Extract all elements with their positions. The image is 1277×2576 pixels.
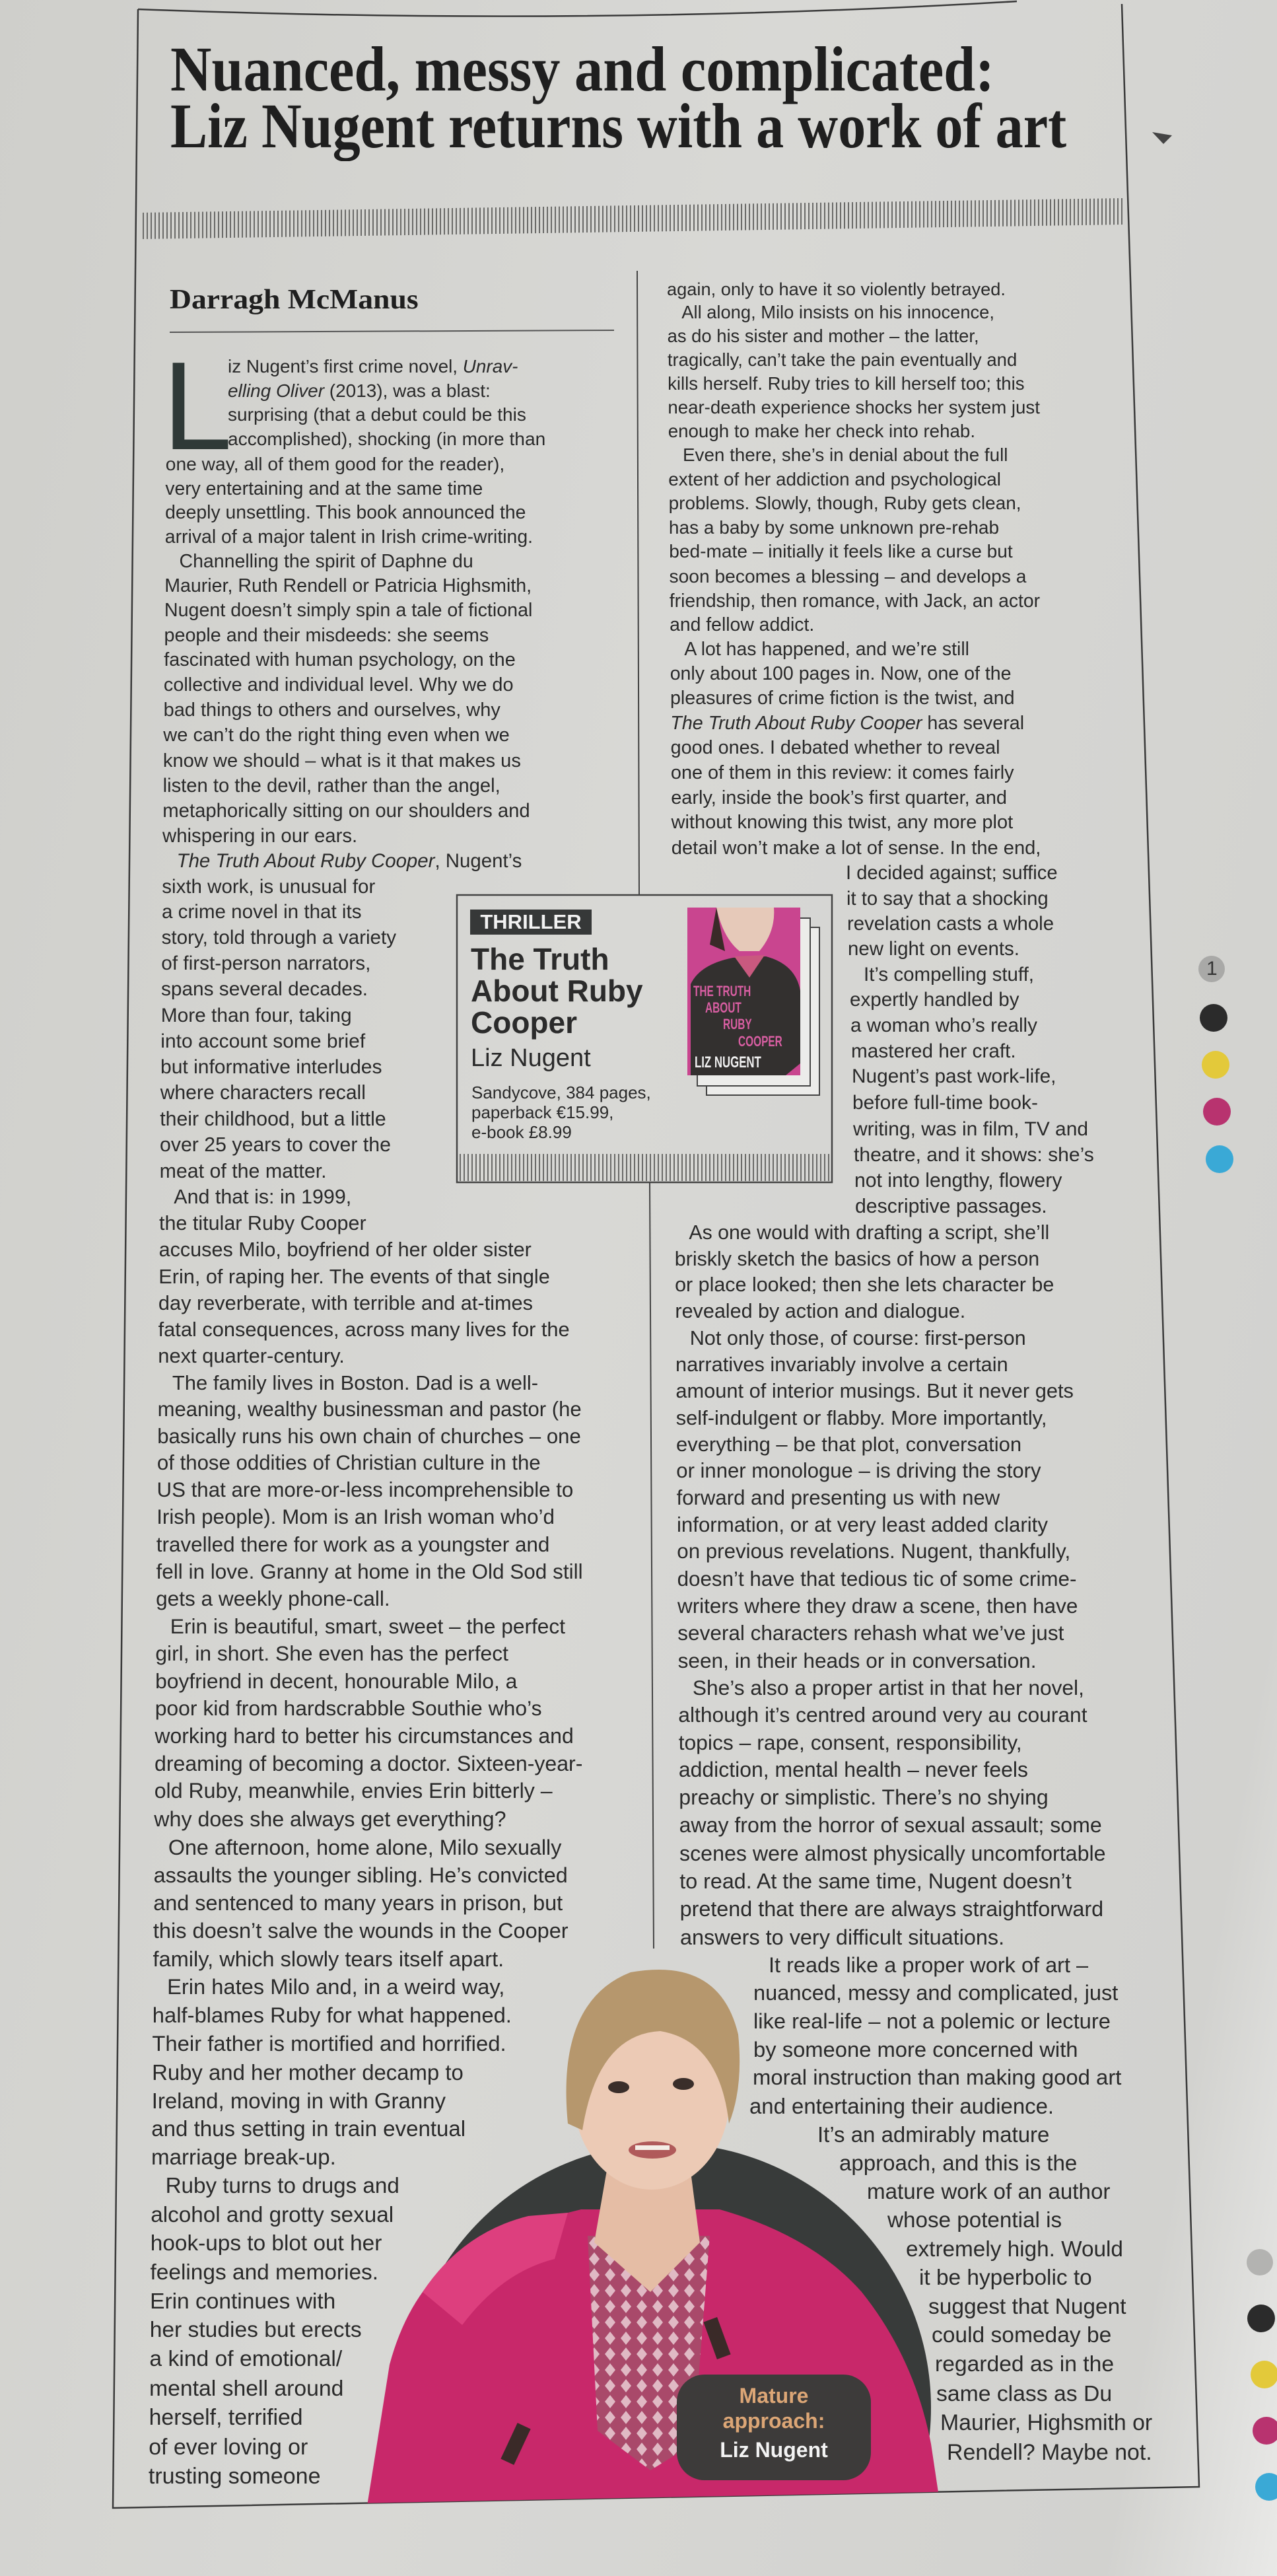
cover-title-line: RUBY — [723, 1016, 752, 1032]
right-column-text-line: by someone more concerned with — [753, 2036, 1078, 2061]
right-column-text-line: A lot has happened, and we’re still — [684, 638, 969, 660]
left-column-text-line: a crime novel in that its — [162, 901, 362, 923]
left-column-text-line: deeply unsettling. This book announced the — [165, 501, 526, 523]
right-column-text-line: topics – rape, consent, responsibility, — [678, 1730, 1022, 1754]
left-column-text-line: US that are more-or-less incomprehensible to — [156, 1478, 574, 1502]
left-column-text-line: spans several decades. — [161, 978, 368, 1000]
right-column-text-line: it to say that a shocking — [846, 888, 1049, 910]
page-number-label: 1 — [1206, 958, 1218, 980]
cover-title-line: COOPER — [738, 1033, 782, 1050]
left-column-text-line: Nugent doesn’t simply spin a tale of fictional — [164, 600, 533, 622]
right-column-text-line: information, or at very least added clarity — [677, 1513, 1048, 1536]
right-column-text-line: a woman who’s really — [850, 1014, 1037, 1036]
right-column-text-line: not into lengthy, flowery — [854, 1170, 1062, 1192]
left-column-text-line: marriage break-up. — [151, 2145, 336, 2170]
right-column-text-line: suggest that Nugent — [928, 2294, 1126, 2319]
right-column-text-line: problems. Slowly, though, Ruby gets clean, — [668, 493, 1021, 513]
right-column-text-line: revelation casts a whole — [847, 912, 1054, 935]
left-column-text-line: a kind of emotional/ — [149, 2347, 343, 2372]
left-column-text-line: people and their misdeeds: she seems — [164, 624, 489, 646]
text-segment: , Nugent’s — [434, 850, 522, 873]
left-column-text-line: Maurier, Ruth Rendell or Patricia Highsmith, — [164, 575, 532, 596]
headline-line-1: Nuanced, messy and complicated: — [170, 34, 994, 104]
photo-caption-name: Liz Nugent — [720, 2438, 828, 2462]
registration-dot-cyan — [1255, 2473, 1277, 2501]
right-column-text-line: scenes were almost physically uncomfortable — [679, 1842, 1106, 1865]
registration-dot-magenta — [1203, 1098, 1231, 1126]
left-column-text-line: Ruby and her mother decamp to — [152, 2059, 464, 2085]
left-column-text-line: into account some brief — [160, 1030, 366, 1052]
right-column-text-line: tragically, can’t take the pain eventually and — [667, 349, 1018, 370]
left-column-text-line — [228, 379, 491, 404]
left-column-text-line: trusting someone — [148, 2463, 321, 2489]
left-column-text-line: Ireland, moving in with Granny — [151, 2088, 446, 2113]
right-column-text-line: revealed by action and dialogue. — [675, 1300, 966, 1323]
left-column-text-line: of ever loving or — [149, 2434, 308, 2460]
left-column-text-line: Erin is beautiful, smart, sweet – the perfect — [170, 1614, 566, 1638]
print-registration-marks — [1152, 132, 1277, 2501]
book-details-line: e-book £8.99 — [471, 1122, 572, 1142]
right-column-text-line: regarded as in the — [935, 2352, 1115, 2377]
cover-title-line: THE TRUTH — [693, 983, 751, 999]
right-column-text-line: self-indulgent or flabby. More importantly, — [675, 1406, 1047, 1429]
left-column-text-line: and thus setting in train eventual — [151, 2116, 466, 2141]
left-column-text-line: dreaming of becoming a doctor. Sixteen-year- — [155, 1751, 583, 1775]
right-column-text-line: answers to very difficult situations. — [680, 1925, 1005, 1949]
byline-rule — [170, 330, 614, 332]
right-column-text-line: and entertaining their audience. — [749, 2094, 1054, 2119]
right-column-text-line: All along, Milo insists on his innocence, — [681, 302, 994, 323]
drop-cap: L — [162, 336, 232, 476]
left-column-text-line: accomplished), shocking (in more than — [228, 429, 546, 449]
right-column-text-line: away from the horror of sexual assault; some — [679, 1813, 1102, 1837]
right-column-text-line: approach, and this is the — [839, 2151, 1078, 2176]
right-column-text-line: doesn’t have that tedious tic of some crime- — [677, 1567, 1077, 1591]
left-column-text-line: fatal consequences, across many lives for the — [158, 1318, 570, 1342]
cover-author: LIZ NUGENT — [695, 1054, 761, 1071]
right-column-text-line: addiction, mental health – never feels — [678, 1758, 1028, 1782]
right-column-text-line: one of them in this review: it comes fairly — [670, 762, 1014, 783]
text-segment: (2013), was a blast: — [324, 380, 491, 401]
left-column-text-line: More than four, taking — [160, 1004, 352, 1026]
headline-hatch-rule — [140, 198, 1122, 239]
right-column-text-line: only about 100 pages in. Now, one of the — [670, 663, 1012, 684]
registration-dot-yellow — [1202, 1051, 1229, 1079]
left-column-text-line: And that is: in 1999, — [174, 1186, 352, 1209]
right-column-text-line: mature work of an author — [867, 2179, 1111, 2204]
left-column-text-line: old Ruby, meanwhile, envies Erin bitterly – — [154, 1779, 553, 1803]
book-author: Liz Nugent — [471, 1044, 591, 1072]
italic-title: elling Oliver — [228, 380, 325, 401]
left-column-text-line: hook-ups to blot out her — [150, 2231, 382, 2256]
genre-tag: THRILLER — [470, 910, 592, 935]
right-column-text-line: extremely high. Would — [906, 2236, 1123, 2262]
right-column-text-line: or inner monologue – is driving the story — [676, 1459, 1041, 1483]
right-column-text-line: could someday be — [932, 2323, 1112, 2348]
left-column-text-line: travelled there for work as a youngster and — [156, 1533, 550, 1557]
left-column-text-line: and sentenced to many years in prison, but — [153, 1891, 563, 1915]
left-column-text-line: girl, in short. She even has the perfect — [155, 1641, 508, 1665]
right-column-text-line: has a baby by some unknown pre-rehab — [668, 517, 1000, 538]
italic-title: The Truth About Ruby Cooper — [670, 712, 922, 734]
text-segment: has several — [922, 712, 1025, 734]
right-column-text-line: and fellow addict. — [670, 614, 815, 635]
registration-dot-yellow — [1251, 2361, 1277, 2388]
italic-title: Unrav- — [462, 356, 518, 377]
book-title-line: About Ruby — [471, 974, 643, 1008]
right-column-text-line: seen, in their heads or in conversation. — [677, 1648, 1037, 1672]
right-column-text-line: forward and presenting us with new — [676, 1485, 1000, 1509]
photo-caption-line: Mature — [739, 2384, 809, 2408]
right-column-text-line: detail won’t make a lot of sense. In the end, — [671, 838, 1041, 859]
right-column-text-line: As one would with drafting a script, she’ll — [689, 1221, 1050, 1244]
right-column-text-line: narratives invariably involve a certain — [675, 1353, 1008, 1376]
left-column-text-line: poor kid from hardscrabble Southie who’s — [155, 1696, 542, 1721]
italic-title: The Truth About Ruby Cooper — [176, 850, 435, 873]
left-column-text-line: assaults the younger sibling. He’s convicted — [153, 1863, 568, 1887]
left-column-text-line: where characters recall — [160, 1082, 366, 1104]
left-column-text-line: listen to the devil, rather than the angel, — [162, 775, 500, 797]
right-column-text-line: It reads like a proper work of art – — [769, 1952, 1089, 1977]
review-box-hatch — [458, 1154, 831, 1181]
right-column-text-line: Even there, she’s in denial about the full — [683, 445, 1008, 466]
right-column-text-line: theatre, and it shows: she’s — [854, 1143, 1094, 1166]
right-column-text-line: moral instruction than making good art — [753, 2065, 1122, 2090]
left-column-text-line: meat of the matter. — [159, 1160, 327, 1182]
registration-dot-cyan — [1206, 1145, 1233, 1173]
left-column-text-line: surprising (that a debut could be this — [228, 404, 526, 425]
left-column-text-line: day reverberate, with terrible and at-times — [158, 1291, 534, 1314]
left-column-text-line: herself, terrified — [149, 2405, 303, 2431]
right-column-text-line: pretend that there are always straightforward — [679, 1897, 1104, 1921]
left-column-text-line: fell in love. Granny at home in the Old Sod still — [156, 1559, 583, 1584]
right-column-text-line: near-death experience shocks her system just — [668, 396, 1040, 417]
left-column-text-line: mental shell around — [149, 2376, 344, 2402]
left-column-text-line: family, which slowly tears itself apart. — [153, 1946, 504, 1971]
book-details-line: paperback €15.99, — [471, 1102, 614, 1122]
right-column-text-line: Nugent’s past work-life, — [852, 1065, 1056, 1088]
photo-caption-line: approach: — [722, 2409, 825, 2433]
left-column-text-line: Erin, of raping her. The events of that single — [158, 1265, 550, 1288]
left-column-text-line: this doesn’t salve the wounds in the Cooper — [153, 1919, 569, 1943]
right-column-text-line: or place looked; then she lets character be — [675, 1273, 1054, 1297]
left-column-text-line: metaphorically sitting on our shoulders and — [162, 800, 530, 822]
right-column-text-line: as do his sister and mother – the latter, — [667, 326, 979, 347]
left-column-text-line: half-blames Ruby for what happened. — [152, 2003, 512, 2028]
left-column-text-line: over 25 years to cover the — [160, 1134, 391, 1156]
left-column-text-line: whispering in our ears. — [162, 825, 358, 847]
left-column-text-line: one way, all of them good for the reader), — [165, 452, 505, 474]
left-column-text-line: very entertaining and at the same time — [165, 477, 483, 499]
left-column-text-line: story, told through a variety — [161, 927, 397, 948]
right-column-text-line: enough to make her check into rehab. — [668, 421, 976, 441]
registration-dot-grey — [1247, 2249, 1273, 2275]
left-column-text-line: accuses Milo, boyfriend of her older sister — [158, 1238, 532, 1261]
book-title-line: Cooper — [471, 1005, 577, 1040]
right-column-text-line: friendship, then romance, with Jack, an actor — [669, 589, 1040, 611]
left-column-text-line: gets a weekly phone-call. — [156, 1587, 390, 1611]
left-column-text-line: Their father is mortified and horrified. — [152, 2030, 506, 2056]
right-column-text-line: soon becomes a blessing – and develops a — [669, 565, 1027, 587]
left-column-text-line: basically runs his own chain of churches – one — [157, 1424, 581, 1448]
left-column-text-line: Erin hates Milo and, in a weird way, — [167, 1974, 505, 1999]
right-column-text-line: new light on events. — [848, 938, 1019, 960]
right-column-text-line: descriptive passages. — [855, 1196, 1047, 1218]
left-column-text-line: meaning, wealthy businessman and pastor (he — [157, 1398, 582, 1421]
right-column-text-line: She’s also a proper artist in that her novel, — [692, 1675, 1084, 1699]
left-column-text-line: but informative interludes — [160, 1055, 382, 1078]
right-column-text-line: extent of her addiction and psychological — [668, 468, 1001, 489]
left-column-text-line: next quarter-century. — [158, 1344, 345, 1368]
right-column-text-line: Rendell? Maybe not. — [947, 2439, 1152, 2465]
registration-dot-magenta — [1253, 2417, 1277, 2445]
right-column-text-line: without knowing this twist, any more plot — [671, 812, 1014, 834]
left-column-text-line: alcohol and grotty sexual — [151, 2202, 394, 2227]
right-column-text-line: on previous revelations. Nugent, thankfully, — [677, 1540, 1071, 1563]
text-segment: iz Nugent’s first crime novel, — [228, 356, 463, 377]
headline-line-2: Liz Nugent returns with a work of art — [170, 90, 1067, 161]
right-column-text-line: I decided against; suffice — [846, 863, 1058, 884]
left-column-text-line: Channelling the spirit of Daphne du — [179, 550, 473, 572]
left-column-text-line: fascinated with human psychology, on the — [164, 649, 516, 671]
right-column-text-line: writing, was in film, TV and — [853, 1118, 1089, 1140]
column-rule-bottom — [650, 1182, 654, 1949]
right-column-text-line: same class as Du — [936, 2381, 1113, 2407]
right-column-text-line: Not only those, of course: first-person — [689, 1327, 1026, 1349]
left-column-text-line: boyfriend in decent, honourable Milo, a — [155, 1668, 518, 1693]
left-column-text-line: working hard to better his circumstances and — [155, 1723, 574, 1748]
right-column-text-line — [670, 711, 1024, 736]
left-column-text-line: collective and individual level. Why we do — [163, 674, 514, 696]
right-column-text-line: mastered her craft. — [851, 1040, 1016, 1062]
right-column-text-line: writers where they draw a scene, then have — [677, 1594, 1078, 1618]
left-column-text-line: her studies but erects — [149, 2318, 362, 2343]
left-column-text-line: Ruby turns to drugs and — [165, 2174, 399, 2199]
right-column-text-line: before full-time book- — [852, 1092, 1038, 1114]
right-column-text-line: to read. At the same time, Nugent doesn’t — [679, 1869, 1072, 1893]
left-column-text-line: Irish people). Mom is an Irish woman who’d — [156, 1505, 555, 1529]
right-column-text-line: pleasures of crime fiction is the twist, and — [670, 688, 1015, 709]
right-column-text-line: it be hyperbolic to — [919, 2266, 1092, 2290]
right-column-text-line: good ones. I debated whether to reveal — [670, 737, 1000, 759]
left-column-text-line — [228, 355, 518, 378]
right-column-text-line: It’s an admirably mature — [817, 2122, 1050, 2147]
left-column-text-line: arrival of a major talent in Irish crime-writing. — [164, 526, 534, 548]
right-column-text-line: several characters rehash what we’ve just — [677, 1621, 1064, 1645]
left-column-text-line: Erin continues with — [150, 2289, 336, 2314]
left-column-text-line: sixth work, is unusual for — [162, 875, 376, 898]
right-column-text-line: whose potential is — [887, 2208, 1062, 2233]
column-rule-top — [637, 271, 639, 895]
left-column-text-line: bad things to others and ourselves, why — [163, 699, 500, 721]
right-column-text-line: bed-mate – initially it feels like a curse but — [669, 541, 1013, 562]
right-column-text-line: again, only to have it so violently betrayed. — [667, 278, 1006, 299]
eye — [608, 2081, 629, 2093]
left-column-text-line: The family lives in Boston. Dad is a well- — [172, 1371, 539, 1394]
left-column-text-line: the titular Ruby Cooper — [159, 1212, 366, 1234]
left-column-text-line: feelings and memories. — [150, 2260, 379, 2285]
right-column-text-line: expertly handled by — [850, 989, 1019, 1011]
left-column-text-line: One afternoon, home alone, Milo sexually — [168, 1835, 562, 1859]
left-column-text-line: of those oddities of Christian culture in the — [156, 1451, 541, 1475]
left-column-text-line: we can’t do the right thing even when we — [163, 724, 510, 746]
book-title-line: The Truth — [471, 942, 609, 976]
left-column-text-line: their childhood, but a little — [160, 1108, 386, 1130]
eye — [673, 2078, 694, 2090]
right-column-text-line: kills herself. Ruby tries to kill herself too; this — [668, 373, 1025, 394]
left-column-text-line: why does she always get everything? — [154, 1807, 506, 1832]
left-column-text-line: know we should – what is it that makes us — [162, 750, 521, 771]
book-details-line: Sandycove, 384 pages, — [471, 1083, 651, 1102]
left-column-text-line — [177, 849, 522, 874]
byline: Darragh McManus — [170, 285, 419, 315]
cover-title-line: ABOUT — [705, 999, 742, 1016]
right-column-text-line: It’s compelling stuff, — [864, 963, 1034, 985]
right-column-text-line: preachy or simplistic. There’s no shying — [679, 1785, 1049, 1810]
right-column-text-line: early, inside the book’s first quarter, and — [671, 787, 1008, 808]
left-column-text-line: of first-person narrators, — [161, 952, 371, 974]
crop-mark — [1152, 132, 1172, 144]
right-column-text-line: briskly sketch the basics of how a person — [674, 1247, 1040, 1270]
right-column-text-line: nuanced, messy and complicated, just — [753, 1980, 1119, 2005]
right-column-text-line: Maurier, Highsmith or — [940, 2410, 1153, 2436]
right-column-text-line: amount of interior musings. But it never gets — [675, 1379, 1074, 1403]
registration-dot-black — [1247, 2305, 1275, 2332]
right-column-text-line: like real-life – not a polemic or lecture — [753, 2008, 1111, 2033]
registration-dot-black — [1200, 1004, 1227, 1032]
right-column-text-line: although it’s centred around very au courant — [678, 1703, 1087, 1727]
right-column-text-line: everything – be that plot, conversation — [676, 1432, 1022, 1456]
